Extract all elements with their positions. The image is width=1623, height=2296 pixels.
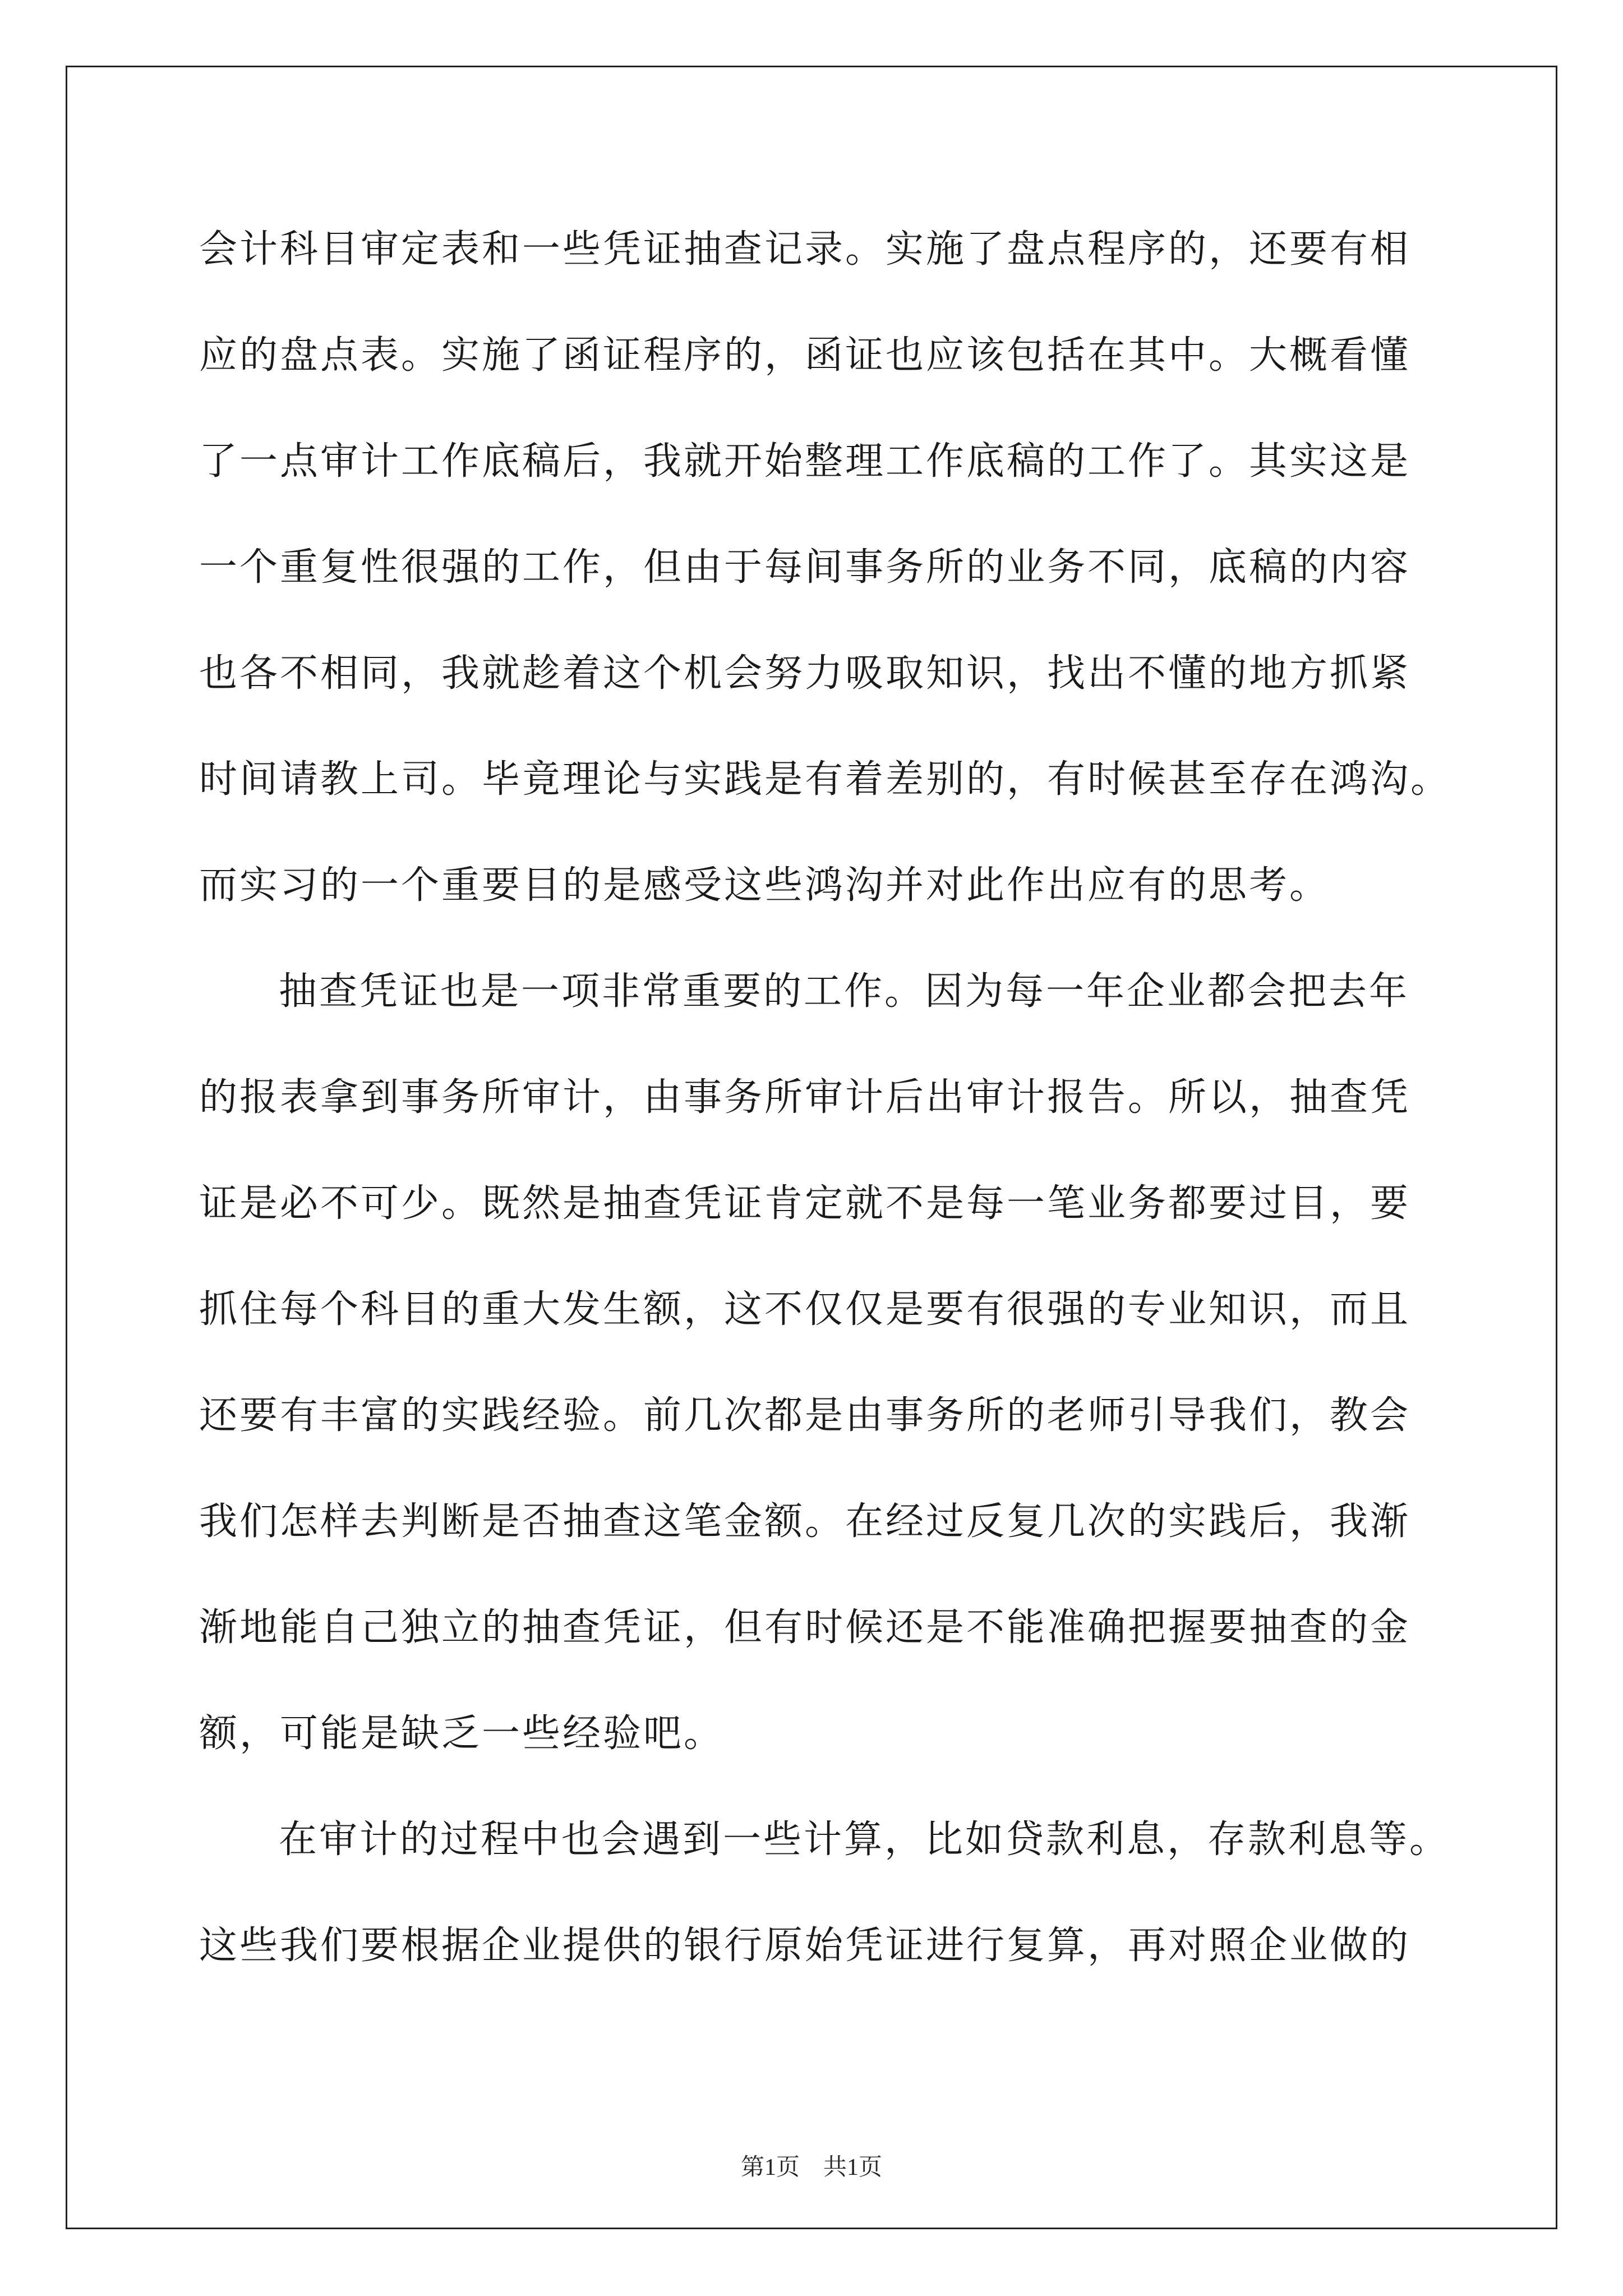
text-line: 了一点审计工作底稿后，我就开始整理工作底稿的工作了。其实这是 [199, 439, 1411, 484]
paragraph-start-line: 抽查凭证也是一项非常重要的工作。因为每一年企业都会把去年 [279, 969, 1410, 1014]
text-line: 时间请教上司。毕竟理论与实践是有着差别的，有时候甚至存在鸿沟。 [199, 757, 1451, 802]
text-line: 会计科目审定表和一些凭证抽查记录。实施了盘点程序的，还要有相 [199, 227, 1411, 272]
text-line: 这些我们要根据企业提供的银行原始凭证进行复算，再对照企业做的 [199, 1924, 1411, 1968]
text-line: 额，可能是缺乏一些经验吧。 [199, 1711, 725, 1756]
text-line: 的报表拿到事务所审计，由事务所审计后出审计报告。所以，抽查凭 [199, 1075, 1411, 1120]
text-line: 也各不相同，我就趁着这个机会努力吸取知识，找出不懂的地方抓紧 [199, 651, 1411, 696]
text-line: 还要有丰富的实践经验。前几次都是由事务所的老师引导我们，教会 [199, 1393, 1411, 1438]
paragraph-start-line: 在审计的过程中也会遇到一些计算，比如贷款利息，存款利息等。 [279, 1818, 1450, 1862]
page-border [66, 66, 1557, 2229]
text-line: 渐地能自己独立的抽查凭证，但有时候还是不能准确把握要抽查的金 [199, 1605, 1411, 1650]
text-line: 证是必不可少。既然是抽查凭证肯定就不是每一笔业务都要过目，要 [199, 1181, 1411, 1226]
text-line: 抓住每个科目的重大发生额，这不仅仅是要有很强的专业知识，而且 [199, 1287, 1411, 1332]
page-footer: 第1页 共1页 [740, 2155, 882, 2180]
text-line: 我们怎样去判断是否抽查这笔金额。在经过反复几次的实践后，我渐 [199, 1499, 1411, 1544]
text-line: 一个重复性很强的工作，但由于每间事务所的业务不同，底稿的内容 [199, 545, 1411, 590]
text-line: 应的盘点表。实施了函证程序的，函证也应该包括在其中。大概看懂 [199, 333, 1411, 378]
text-line: 而实习的一个重要目的是感受这些鸿沟并对此作出应有的思考。 [199, 863, 1330, 908]
